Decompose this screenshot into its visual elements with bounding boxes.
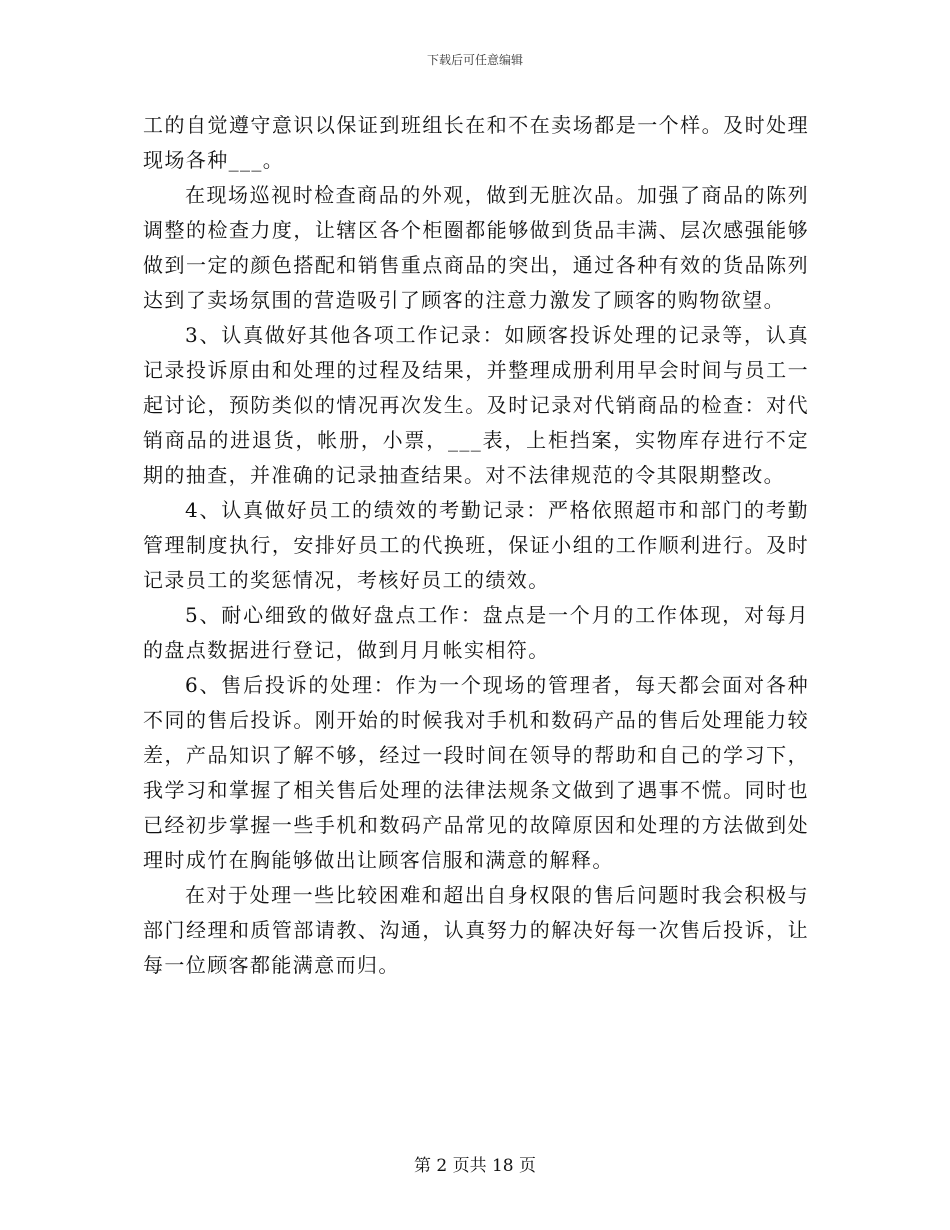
page-number-footer: 第 2 页共 18 页 <box>413 1156 537 1176</box>
paragraph-item-5-inventory: 5、耐心细致的做好盘点工作：盘点是一个月的工作体现，对每月的盘点数据进行登记，做到月月帐实相符。 <box>143 603 809 662</box>
paragraph-item-4-attendance: 4、认真做好员工的绩效的考勤记录：严格依照超市和部门的考勤管理制度执行，安排好员工的代换班，保证小组的工作顺利进行。及时记录员工的奖惩情况，考核好员工的绩效。 <box>143 498 809 592</box>
page-header: 下载后可任意编辑 <box>426 53 523 67</box>
paragraph-inspection: 在现场巡视时检查商品的外观，做到无脏次品。加强了商品的陈列调整的检查力度，让辖区各个柜圈都能够做到货品丰满、层次感强能够做到一定的颜色搭配和销售重点商品的突出，通过各种有效的货品陈列达到了卖场氛围的营造吸引了顾客的注意力激发了顾客的购物欲望。 <box>143 183 809 312</box>
document-body <box>143 108 809 983</box>
paragraph-item-3-records: 3、认真做好其他各项工作记录：如顾客投诉处理的记录等，认真记录投诉原由和处理的过程及结果，并整理成册利用早会时间与员工一起讨论，预防类似的情况再次发生。及时记录对代销商品的检查：对代销商品的进退货，帐册，小票，___表，上柜挡案，实物库存进行不定期的抽查，并准确的记录抽查结果。对不法律规范的令其限期整改。 <box>143 323 809 487</box>
paragraph-escalation: 在对于处理一些比较困难和超出自身权限的售后问题时我会积极与部门经理和质管部请教、沟通，认真努力的解决好每一次售后投诉，让每一位顾客都能满意而归。 <box>143 883 809 977</box>
paragraph-item-6-after-sales: 6、售后投诉的处理：作为一个现场的管理者，每天都会面对各种不同的售后投诉。刚开始的时候我对手机和数码产品的售后处理能力较差，产品知识了解不够，经过一段时间在领导的帮助和自己的学习下，我学习和掌握了相关售后处理的法律法规条文做到了遇事不慌。同时也已经初步掌握一些手机和数码产品常见的故障原因和处理的方法做到处理时成竹在胸能够做出让顾客信服和满意的解释。 <box>143 673 809 872</box>
paragraph-continuation: 工的自觉遵守意识以保证到班组长在和不在卖场都是一个样。及时处理现场各种___。 <box>143 113 809 172</box>
